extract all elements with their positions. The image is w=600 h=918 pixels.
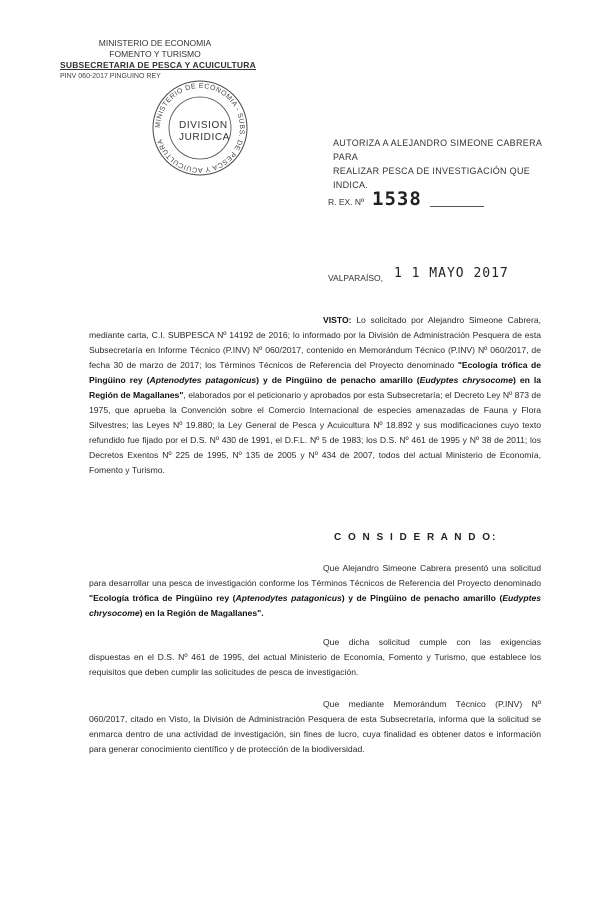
resolution-label: R. EX. Nº bbox=[328, 197, 365, 207]
visto-text-2: , elaborados por el peticionario y aprobados por esta Subsecretaría; el Decreto Ley Nº 873 de 1975, que aprueba la Convención sobre el Comercio Internacional de especies amenazadas de Fauna y Flora Silvestres; las Leyes Nº 19.880; la Ley General de Pesca y Acuicultura Nº 18.892 y sus modificaciones cuyo texto refundido fue fijado por el D.S. Nº 430 de 1991, el D.F.L. Nº 5 de 1983; los D.S. Nº 461 de 1995 y Nº 38 de 2011; los Decretos Exentos Nº 225 de 1995, Nº 135 de 2005 y Nº 434 de 2007, todos del actual Ministerio de Economía, Fomento y Turismo. bbox=[89, 390, 541, 475]
visto-bold-2: ) y de Pingüino de penacho amarillo ( bbox=[256, 375, 420, 385]
dateline-place: VALPARAÍSO, bbox=[328, 273, 383, 283]
visto-paragraph bbox=[89, 313, 541, 478]
subject-line-1: AUTORIZA A ALEJANDRO SIMEONE CABRERA PARA bbox=[333, 138, 542, 162]
stamp-ring-text: MINISTERIO DE ECONOMIA - SUBS. DE PESCA Y ACUICULTURA bbox=[154, 82, 246, 174]
visto-species-1: Aptenodytes patagonicus bbox=[149, 375, 257, 385]
ministry-name: MINISTERIO DE ECONOMIA bbox=[98, 38, 212, 48]
considerando-paragraph-1 bbox=[89, 561, 541, 621]
p1-bold-1: "Ecología trófica de Pingüino rey ( bbox=[89, 593, 236, 603]
p1-species-2: Eudyptes chrysocome bbox=[89, 593, 542, 618]
p1-species-1: Aptenodytes patagonicus bbox=[235, 593, 342, 603]
stamp-line-2: JURIDICA bbox=[179, 132, 230, 143]
considerando-heading: C O N S I D E R A N D O: bbox=[334, 532, 498, 543]
dateline-date: 1 1 MAYO 2017 bbox=[394, 266, 509, 281]
p1-bold-3: ) en la Región de Magallanes". bbox=[139, 608, 264, 618]
visto-text-1: Lo solicitado por Alejandro Simeone Cabrera, mediante carta, C.I. SUBPESCA Nº 14192 de 2016; lo informado por la División de Administración Pesquera de esta Subsecretaría en Informe Técnico (P.INV) Nº 060/2017, contenido en Memorándum Técnico (P.INV) Nº 060/2017, de fecha 30 de marzo de 2017; los Términos Técnicos de Referencia del Proyecto denominado bbox=[89, 315, 541, 370]
considerando-paragraph-3: Que mediante Memorándum Técnico (P.INV) Nº 060/2017, citado en Visto, la División de Administración Pesquera de esta Subsecretaría, informa que la solicitud se enmarca dentro de una actividad de investigación, sin fines de lucro, cuya finalidad es obtener datos e información para generar conocimiento científico y de protección de la biodiversidad. bbox=[89, 699, 541, 754]
subsecretaria-name: SUBSECRETARIA DE PESCA Y ACUICULTURA bbox=[60, 60, 256, 70]
stamp-line-1: DIVISION bbox=[179, 120, 228, 131]
reference-code: PINV 060-2017 PINGUINO REY bbox=[60, 73, 161, 80]
stamp-label bbox=[179, 120, 239, 144]
visto-label: VISTO: bbox=[323, 315, 352, 325]
ministry-name-2: FOMENTO Y TURISMO bbox=[109, 49, 201, 59]
letterhead bbox=[60, 38, 256, 82]
visto-bold-3: ) en la Región de Magallanes" bbox=[89, 375, 542, 400]
p1-bold-2: ) y de Pingüino de penacho amarillo ( bbox=[341, 593, 503, 603]
resolution-number: 1538 bbox=[372, 188, 422, 210]
resolution-subject bbox=[333, 136, 553, 192]
visto-bold-1: "Ecología trófica de Pingüino rey ( bbox=[89, 360, 541, 385]
visto-species-2: Eudyptes chrysocome bbox=[419, 375, 513, 385]
p1-text: Que Alejandro Simeone Cabrera presentó una solicitud para desarrollar una pesca de investigación conforme los Términos Técnicos de Referencia del Proyecto denominado bbox=[89, 563, 541, 588]
considerando-paragraph-2: Que dicha solicitud cumple con las exigencias dispuestas en el D.S. Nº 461 de 1995, del actual Ministerio de Economía, Fomento y Turismo, que establece los requisitos que deben cumplir las solicitudes de pesca de investigación. bbox=[89, 637, 541, 677]
subject-line-2: REALIZAR PESCA DE INVESTIGACIÓN QUE INDICA. bbox=[333, 166, 531, 190]
resolution-underline bbox=[430, 206, 484, 207]
